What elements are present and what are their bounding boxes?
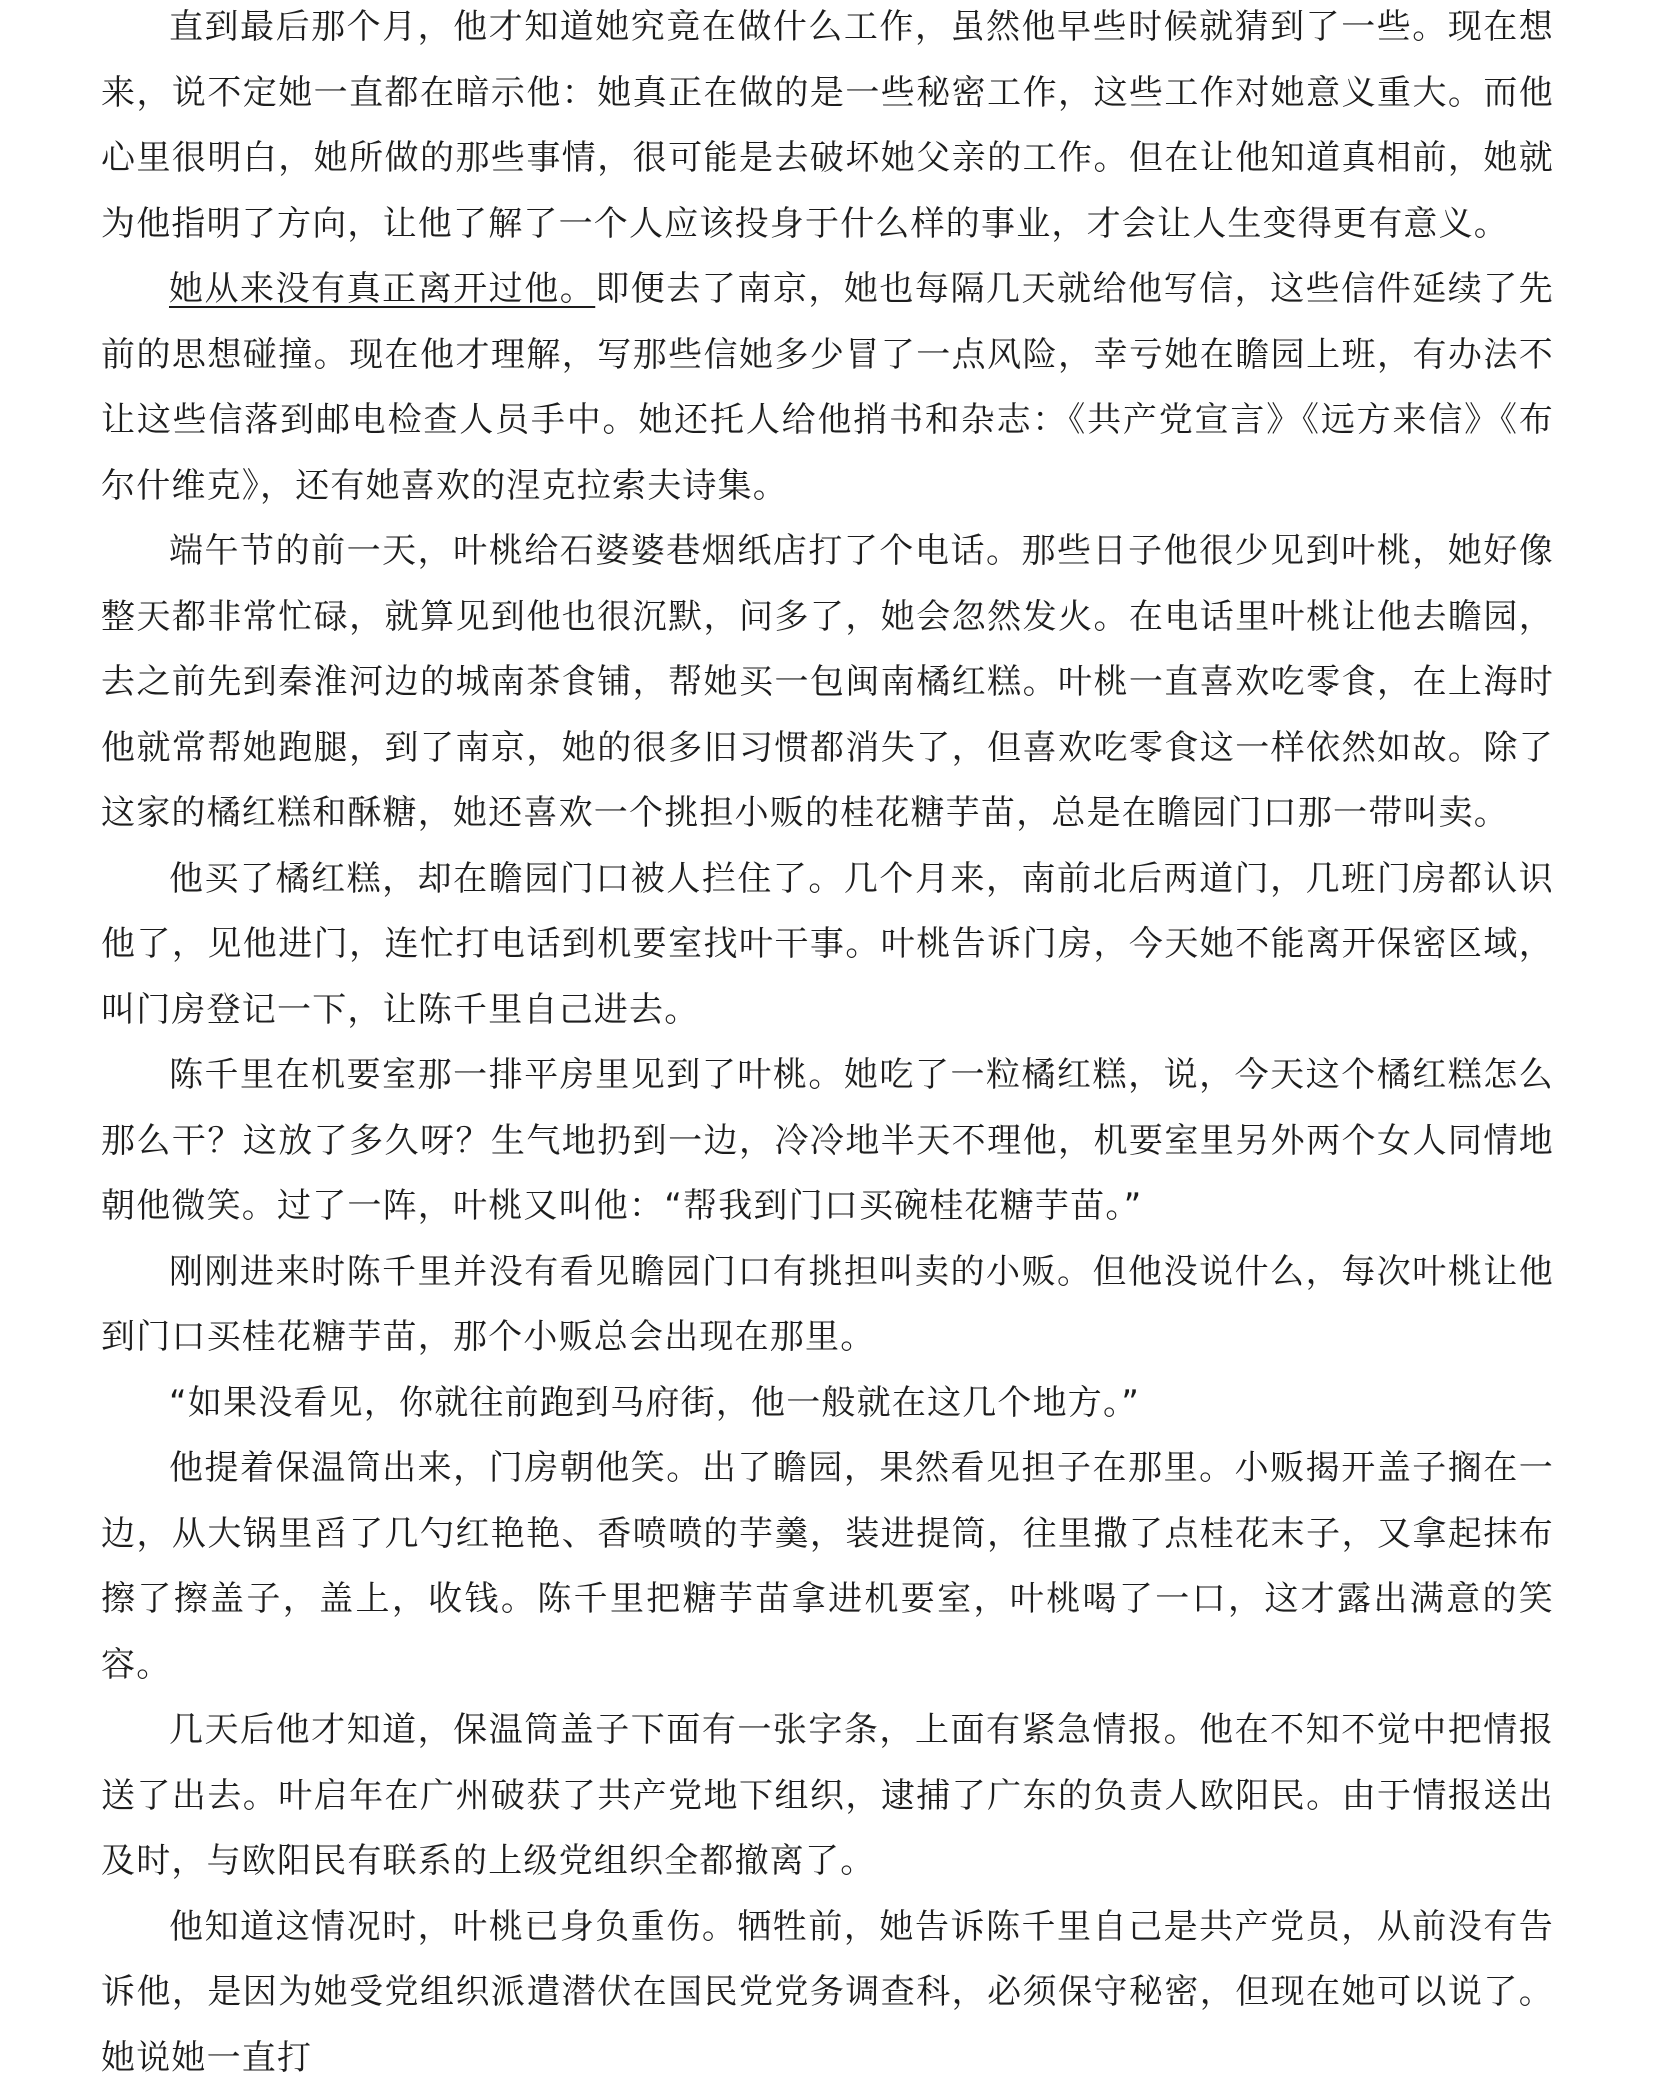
- paragraph-8: [101, 1436, 1554, 1698]
- paragraph-8-text: 他提着保温筒出来，门房朝他笑。出了瞻园，果然看见担子在那里。小贩揭开盖子搁在一边，从大锅里舀了几勺红艳艳、香喷喷的芋羹，装进提筒，往里撒了点桂花末子，又拿起抹布擦了擦盖子，盖上，收钱。陈千里把糖芋苗拿进机要室，叶桃喝了一口，这才露出满意的笑容。: [101, 1448, 1554, 1685]
- paragraph-6-text: 刚刚进来时陈千里并没有看见瞻园门口有挑担叫卖的小贩。但他没说什么，每次叶桃让他到门口买桂花糖芋苗，那个小贩总会出现在那里。: [101, 1252, 1554, 1358]
- underlined-sentence: 她从来没有真正离开过他。: [169, 269, 595, 309]
- paragraph-9: [101, 1698, 1554, 1895]
- paragraph-7-text: “如果没看见，你就往前跑到马府街，他一般就在这几个地方。”: [169, 1383, 1140, 1423]
- paragraph-1-text: 直到最后那个月，他才知道她究竟在做什么工作，虽然他早些时候就猜到了一些。现在想来，说不定她一直都在暗示他：她真正在做的是一些秘密工作，这些工作对她意义重大。而他心里很明白，她所做的那些事情，很可能是去破坏她父亲的工作。但在让他知道真相前，她就为他指明了方向，让他了解了一个人应该投身于什么样的事业，才会让人生变得更有意义。: [101, 7, 1554, 244]
- paragraph-2-text: 即便去了南京，她也每隔几天就给他写信，这些信件延续了先前的思想碰撞。现在他才理解，写那些信她多少冒了一点风险，幸亏她在瞻园上班，有办法不让这些信落到邮电检查人员手中。她还托人给他捎书和杂志：《共产党宣言》《远方来信》《布尔什维克》，还有她喜欢的涅克拉索夫诗集。: [101, 269, 1554, 506]
- paragraph-7-quote: [101, 1371, 1554, 1437]
- paragraph-10-text: 他知道这情况时，叶桃已身负重伤。牺牲前，她告诉陈千里自己是共产党员，从前没有告诉他，是因为她受党组织派遣潜伏在国民党党务调查科，必须保守秘密，但现在她可以说了。她说她一直打: [101, 1907, 1554, 2078]
- paragraph-6: [101, 1240, 1554, 1371]
- paragraph-2: [101, 257, 1554, 519]
- paragraph-4: [101, 847, 1554, 1044]
- paragraph-5: [101, 1043, 1554, 1240]
- paragraph-3: [101, 519, 1554, 847]
- paragraph-10: [101, 1895, 1554, 2091]
- paragraph-3-text: 端午节的前一天，叶桃给石婆婆巷烟纸店打了个电话。那些日子他很少见到叶桃，她好像整天都非常忙碌，就算见到他也很沉默，问多了，她会忽然发火。在电话里叶桃让他去瞻园，去之前先到秦淮河边的城南茶食铺，帮她买一包闽南橘红糕。叶桃一直喜欢吃零食，在上海时他就常帮她跑腿，到了南京，她的很多旧习惯都消失了，但喜欢吃零食这一样依然如故。除了这家的橘红糕和酥糖，她还喜欢一个挑担小贩的桂花糖芋苗，总是在瞻园门口那一带叫卖。: [101, 531, 1554, 833]
- paragraph-1: [101, 0, 1554, 257]
- paragraph-5-text: 陈千里在机要室那一排平房里见到了叶桃。她吃了一粒橘红糕，说，今天这个橘红糕怎么那么干？这放了多久呀？生气地扔到一边，冷冷地半天不理他，机要室里另外两个女人同情地朝他微笑。过了一阵，叶桃又叫他：“帮我到门口买碗桂花糖芋苗。”: [101, 1055, 1554, 1226]
- paragraph-9-text: 几天后他才知道，保温筒盖子下面有一张字条，上面有紧急情报。他在不知不觉中把情报送了出去。叶启年在广州破获了共产党地下组织，逮捕了广东的负责人欧阳民。由于情报送出及时，与欧阳民有联系的上级党组织全都撤离了。: [101, 1710, 1554, 1881]
- paragraph-4-text: 他买了橘红糕，却在瞻园门口被人拦住了。几个月来，南前北后两道门，几班门房都认识他了，见他进门，连忙打电话到机要室找叶干事。叶桃告诉门房，今天她不能离开保密区域，叫门房登记一下，让陈千里自己进去。: [101, 859, 1554, 1030]
